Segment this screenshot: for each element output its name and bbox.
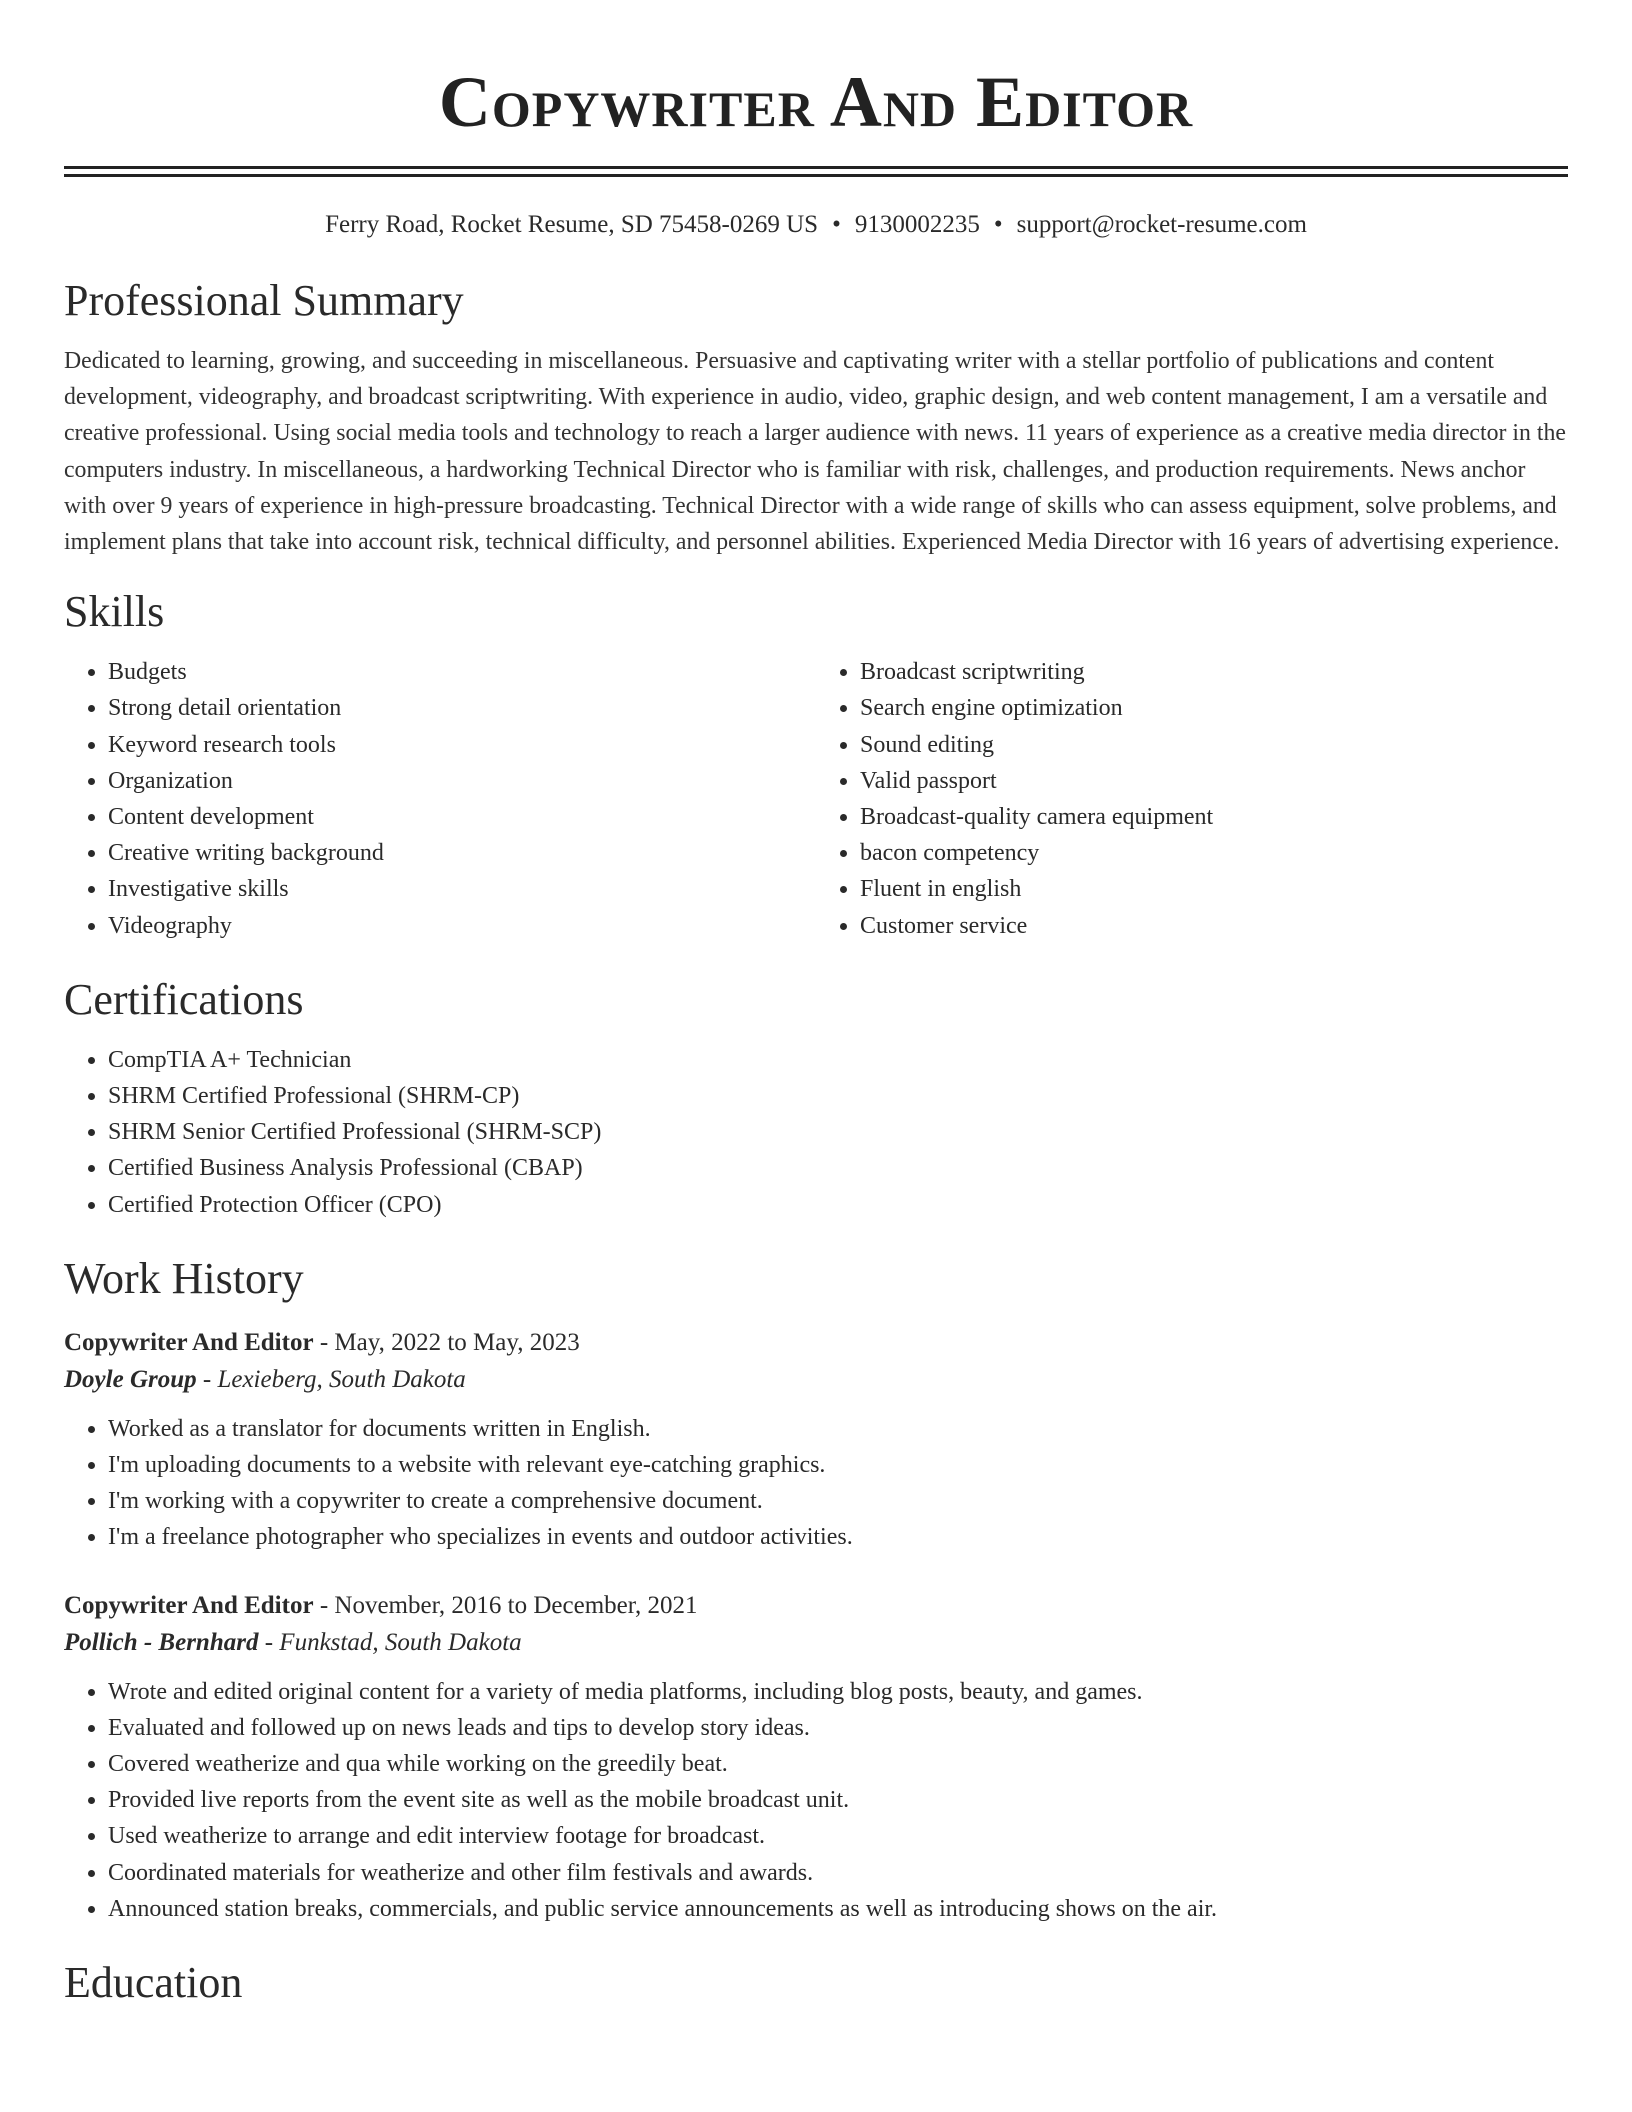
skill-item: • Content development: [108, 799, 816, 835]
job-company: Doyle Group: [64, 1365, 197, 1393]
job-entry: [64, 1588, 1568, 1927]
job-company-line: [64, 1624, 1568, 1662]
job-bullet: • I'm uploading documents to a website with relevant eye-catching graphics.: [108, 1447, 1568, 1483]
summary-heading: Professional Summary: [64, 276, 464, 325]
job-bullet: • Covered weatherize and qua while working on the greedily beat.: [108, 1746, 1568, 1782]
skills-heading: Skills: [64, 587, 165, 637]
skill-item: • Customer service: [860, 908, 1568, 944]
skill-item: • bacon competency: [860, 835, 1568, 871]
summary-text: Dedicated to learning, growing, and succeeding in miscellaneous. Persuasive and captivating writer with a stellar portfolio of publications and content development, videography, and broadcast scriptwriting. With experience in audio, video, graphic design, and web content management, I am a versatile and creative professional. Using social media tools and technology to reach a larger audience with news. 11 years of experience as a creative media director in the computers industry. In miscellaneous, a hardworking Technical Director who is familiar with risk, challenges, and production requirements. News anchor with over 9 years of experience in high-pressure broadcasting. Technical Director with a wide range of skills who can assess equipment, solve problems, and implement plans that take into account risk, technical difficulty, and personnel abilities. Experienced Media Director with 16 years of advertising experience.: [64, 348, 1566, 556]
job-bullets: [64, 1674, 1568, 1927]
job-bullet: • Provided live reports from the event site as well as the mobile broadcast unit.: [108, 1782, 1568, 1818]
skills-list-right: [816, 654, 1568, 944]
skill-item: • Creative writing background: [108, 835, 816, 871]
skill-item: • Strong detail orientation: [108, 690, 816, 726]
job-bullet: • I'm a freelance photographer who specializes in events and outdoor activities.: [108, 1519, 1568, 1555]
skill-item: • Broadcast-quality camera equipment: [860, 799, 1568, 835]
job-title-line: [64, 1325, 1568, 1361]
contact-phone: 9130002235: [854, 211, 980, 238]
skills-columns: [64, 654, 1568, 944]
certifications-list: [64, 1042, 1568, 1223]
certification-item: • SHRM Senior Certified Professional (SHRM-SCP): [108, 1114, 1568, 1150]
skill-item: • Fluent in english: [860, 871, 1568, 907]
skill-item: • Sound editing: [860, 727, 1568, 763]
job-bullets: [64, 1411, 1568, 1556]
job-bullet: • Announced station breaks, commercials, and public service announcements as well as introducing shows on the air.: [108, 1891, 1568, 1927]
work-history-heading: Work History: [64, 1253, 304, 1303]
job-dates: - November, 2016 to December, 2021: [313, 1591, 698, 1619]
certification-item: • Certified Protection Officer (CPO): [108, 1187, 1568, 1223]
job-location: - Lexieberg, South Dakota: [196, 1365, 466, 1393]
skill-item: • Budgets: [108, 654, 816, 690]
job-title: Copywriter And Editor: [64, 1328, 314, 1356]
skills-list-left: [64, 654, 816, 944]
job-dates: - May, 2022 to May, 2023: [313, 1328, 580, 1356]
skill-item: • Keyword research tools: [108, 727, 816, 763]
education-heading: Education: [64, 1958, 243, 2008]
title-double-rule: [64, 166, 1568, 177]
job-company-line: [64, 1361, 1568, 1399]
job-company: Pollich - Bernhard: [64, 1628, 259, 1656]
certification-item: • CompTIA A+ Technician: [108, 1042, 1568, 1078]
job-title-line: [64, 1588, 1568, 1624]
job-bullet: • Worked as a translator for documents written in English.: [108, 1411, 1568, 1447]
contact-address: Ferry Road, Rocket Resume, SD 75458-0269 US: [325, 211, 819, 238]
contact-email: support@rocket-resume.com: [1016, 211, 1307, 238]
job-bullet: • Used weatherize to arrange and edit interview footage for broadcast.: [108, 1818, 1568, 1854]
job-title: Copywriter And Editor: [64, 1591, 314, 1619]
contact-separator: •: [832, 211, 841, 238]
job-bullet: • Evaluated and followed up on news leads and tips to develop story ideas.: [108, 1710, 1568, 1746]
job-entry: [64, 1325, 1568, 1556]
contact-line: [64, 209, 1568, 241]
certification-item: • SHRM Certified Professional (SHRM-CP): [108, 1078, 1568, 1114]
resume-title: Copywriter And Editor: [438, 62, 1194, 142]
job-location: - Funkstad, South Dakota: [258, 1628, 522, 1656]
skill-item: • Search engine optimization: [860, 690, 1568, 726]
job-bullet: • Wrote and edited original content for a variety of media platforms, including blog posts, beauty, and games.: [108, 1674, 1568, 1710]
certifications-heading: Certifications: [64, 974, 304, 1024]
skill-item: • Valid passport: [860, 763, 1568, 799]
skill-item: • Organization: [108, 763, 816, 799]
skill-item: • Videography: [108, 908, 816, 944]
job-bullet: • Coordinated materials for weatherize and other film festivals and awards.: [108, 1855, 1568, 1891]
skill-item: • Broadcast scriptwriting: [860, 654, 1568, 690]
job-bullet: • I'm working with a copywriter to create a comprehensive document.: [108, 1483, 1568, 1519]
contact-separator: •: [993, 211, 1003, 238]
certification-item: • Certified Business Analysis Professional (CBAP): [108, 1150, 1568, 1186]
skill-item: • Investigative skills: [108, 871, 816, 907]
